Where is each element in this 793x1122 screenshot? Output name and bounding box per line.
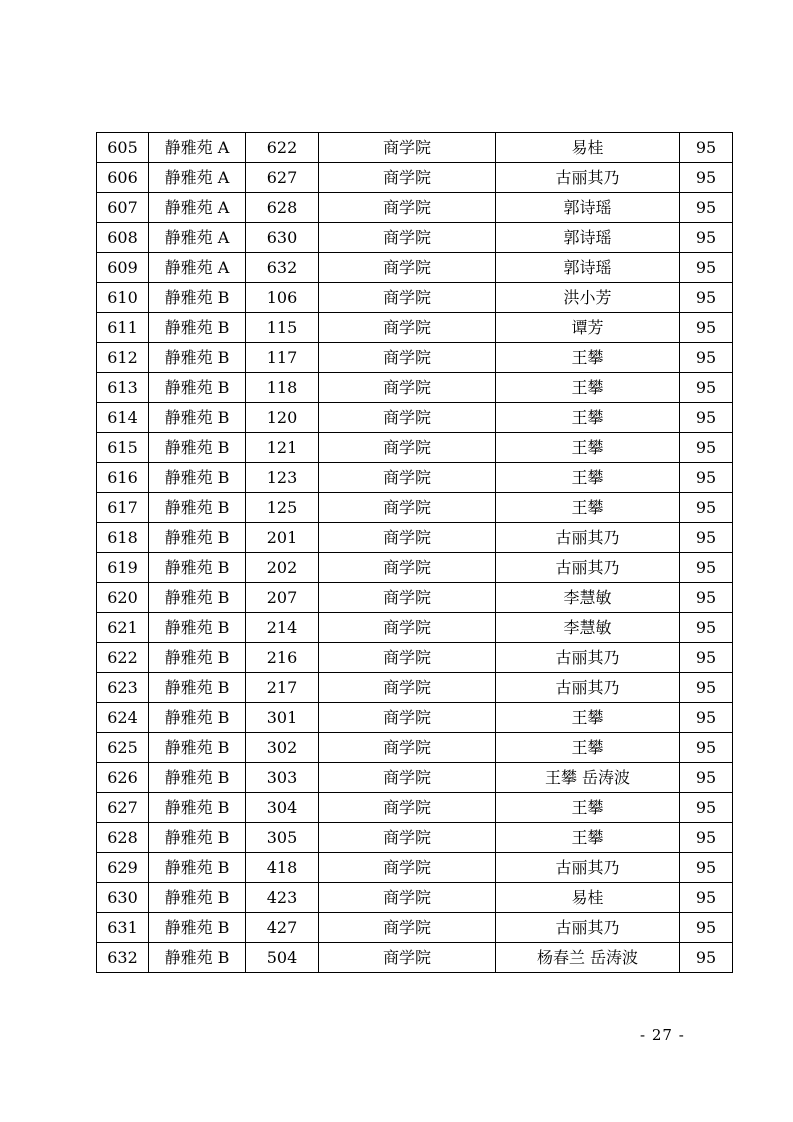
name-cell: 古丽其乃 — [496, 163, 680, 193]
building-cell: 静雅苑 A — [149, 133, 246, 163]
college-cell: 商学院 — [319, 343, 496, 373]
college-cell: 商学院 — [319, 193, 496, 223]
college-cell: 商学院 — [319, 643, 496, 673]
college-cell: 商学院 — [319, 163, 496, 193]
room-cell: 214 — [246, 613, 319, 643]
row-index-cell: 630 — [97, 883, 149, 913]
building-cell: 静雅苑 B — [149, 583, 246, 613]
college-cell: 商学院 — [319, 583, 496, 613]
name-cell: 古丽其乃 — [496, 913, 680, 943]
college-cell: 商学院 — [319, 883, 496, 913]
building-cell: 静雅苑 B — [149, 943, 246, 973]
table-row — [97, 643, 733, 673]
score-cell: 95 — [680, 223, 733, 253]
name-cell: 古丽其乃 — [496, 643, 680, 673]
row-index-cell: 612 — [97, 343, 149, 373]
name-cell: 王攀 岳涛波 — [496, 763, 680, 793]
building-cell: 静雅苑 B — [149, 673, 246, 703]
room-cell: 121 — [246, 433, 319, 463]
row-index-cell: 628 — [97, 823, 149, 853]
row-index-cell: 610 — [97, 283, 149, 313]
room-cell: 125 — [246, 493, 319, 523]
table-row — [97, 733, 733, 763]
row-index-cell: 624 — [97, 703, 149, 733]
score-cell: 95 — [680, 193, 733, 223]
row-index-cell: 614 — [97, 403, 149, 433]
score-cell: 95 — [680, 583, 733, 613]
name-cell: 古丽其乃 — [496, 673, 680, 703]
room-cell: 504 — [246, 943, 319, 973]
college-cell: 商学院 — [319, 553, 496, 583]
score-cell: 95 — [680, 643, 733, 673]
room-cell: 201 — [246, 523, 319, 553]
score-cell: 95 — [680, 163, 733, 193]
table-row — [97, 253, 733, 283]
room-cell: 305 — [246, 823, 319, 853]
college-cell: 商学院 — [319, 253, 496, 283]
building-cell: 静雅苑 B — [149, 343, 246, 373]
table-row — [97, 373, 733, 403]
row-index-cell: 619 — [97, 553, 149, 583]
row-index-cell: 621 — [97, 613, 149, 643]
college-cell: 商学院 — [319, 853, 496, 883]
college-cell: 商学院 — [319, 313, 496, 343]
building-cell: 静雅苑 B — [149, 883, 246, 913]
college-cell: 商学院 — [319, 463, 496, 493]
table-row — [97, 793, 733, 823]
building-cell: 静雅苑 B — [149, 463, 246, 493]
row-index-cell: 629 — [97, 853, 149, 883]
building-cell: 静雅苑 B — [149, 793, 246, 823]
table-row — [97, 133, 733, 163]
page-number: - 27 - — [640, 1026, 685, 1044]
name-cell: 王攀 — [496, 433, 680, 463]
room-cell: 216 — [246, 643, 319, 673]
name-cell: 古丽其乃 — [496, 523, 680, 553]
table-row — [97, 163, 733, 193]
room-cell: 427 — [246, 913, 319, 943]
name-cell: 王攀 — [496, 793, 680, 823]
table-row — [97, 493, 733, 523]
room-cell: 628 — [246, 193, 319, 223]
room-cell: 118 — [246, 373, 319, 403]
college-cell: 商学院 — [319, 433, 496, 463]
building-cell: 静雅苑 B — [149, 493, 246, 523]
building-cell: 静雅苑 B — [149, 733, 246, 763]
name-cell: 郭诗瑶 — [496, 253, 680, 283]
table-row — [97, 523, 733, 553]
row-index-cell: 618 — [97, 523, 149, 553]
row-index-cell: 620 — [97, 583, 149, 613]
building-cell: 静雅苑 A — [149, 193, 246, 223]
college-cell: 商学院 — [319, 523, 496, 553]
room-cell: 630 — [246, 223, 319, 253]
room-cell: 302 — [246, 733, 319, 763]
building-cell: 静雅苑 A — [149, 223, 246, 253]
table-row — [97, 553, 733, 583]
room-cell: 117 — [246, 343, 319, 373]
college-cell: 商学院 — [319, 703, 496, 733]
name-cell: 王攀 — [496, 463, 680, 493]
college-cell: 商学院 — [319, 133, 496, 163]
score-cell: 95 — [680, 133, 733, 163]
name-cell: 王攀 — [496, 403, 680, 433]
building-cell: 静雅苑 B — [149, 763, 246, 793]
name-cell: 王攀 — [496, 343, 680, 373]
row-index-cell: 623 — [97, 673, 149, 703]
name-cell: 李慧敏 — [496, 583, 680, 613]
room-cell: 115 — [246, 313, 319, 343]
score-cell: 95 — [680, 913, 733, 943]
room-cell: 303 — [246, 763, 319, 793]
table-row — [97, 283, 733, 313]
row-index-cell: 626 — [97, 763, 149, 793]
table-row — [97, 943, 733, 973]
table-row — [97, 613, 733, 643]
row-index-cell: 611 — [97, 313, 149, 343]
table-body — [97, 133, 733, 973]
room-cell: 418 — [246, 853, 319, 883]
row-index-cell: 609 — [97, 253, 149, 283]
college-cell: 商学院 — [319, 283, 496, 313]
name-cell: 王攀 — [496, 493, 680, 523]
score-cell: 95 — [680, 553, 733, 583]
college-cell: 商学院 — [319, 373, 496, 403]
row-index-cell: 616 — [97, 463, 149, 493]
row-index-cell: 627 — [97, 793, 149, 823]
building-cell: 静雅苑 B — [149, 613, 246, 643]
building-cell: 静雅苑 B — [149, 553, 246, 583]
table-row — [97, 313, 733, 343]
table-row — [97, 883, 733, 913]
name-cell: 古丽其乃 — [496, 853, 680, 883]
score-cell: 95 — [680, 403, 733, 433]
table-row — [97, 703, 733, 733]
name-cell: 杨春兰 岳涛波 — [496, 943, 680, 973]
room-cell: 207 — [246, 583, 319, 613]
building-cell: 静雅苑 B — [149, 823, 246, 853]
score-cell: 95 — [680, 883, 733, 913]
table-row — [97, 853, 733, 883]
row-index-cell: 608 — [97, 223, 149, 253]
table-row — [97, 823, 733, 853]
row-index-cell: 625 — [97, 733, 149, 763]
score-cell: 95 — [680, 943, 733, 973]
score-cell: 95 — [680, 343, 733, 373]
table-row — [97, 913, 733, 943]
row-index-cell: 615 — [97, 433, 149, 463]
table-row — [97, 583, 733, 613]
table-row — [97, 193, 733, 223]
college-cell: 商学院 — [319, 823, 496, 853]
room-cell: 202 — [246, 553, 319, 583]
room-cell: 627 — [246, 163, 319, 193]
room-cell: 301 — [246, 703, 319, 733]
college-cell: 商学院 — [319, 793, 496, 823]
row-index-cell: 617 — [97, 493, 149, 523]
building-cell: 静雅苑 B — [149, 283, 246, 313]
college-cell: 商学院 — [319, 763, 496, 793]
name-cell: 王攀 — [496, 373, 680, 403]
score-cell: 95 — [680, 733, 733, 763]
row-index-cell: 605 — [97, 133, 149, 163]
college-cell: 商学院 — [319, 403, 496, 433]
score-cell: 95 — [680, 673, 733, 703]
score-cell: 95 — [680, 793, 733, 823]
score-cell: 95 — [680, 763, 733, 793]
room-cell: 423 — [246, 883, 319, 913]
score-cell: 95 — [680, 433, 733, 463]
name-cell: 易桂 — [496, 133, 680, 163]
dormitory-score-table — [96, 132, 733, 973]
building-cell: 静雅苑 B — [149, 913, 246, 943]
score-cell: 95 — [680, 373, 733, 403]
score-cell: 95 — [680, 493, 733, 523]
table-row — [97, 463, 733, 493]
college-cell: 商学院 — [319, 613, 496, 643]
room-cell: 123 — [246, 463, 319, 493]
building-cell: 静雅苑 B — [149, 373, 246, 403]
name-cell: 易桂 — [496, 883, 680, 913]
table-row — [97, 673, 733, 703]
name-cell: 洪小芳 — [496, 283, 680, 313]
building-cell: 静雅苑 B — [149, 523, 246, 553]
table-row — [97, 223, 733, 253]
building-cell: 静雅苑 B — [149, 643, 246, 673]
room-cell: 632 — [246, 253, 319, 283]
row-index-cell: 632 — [97, 943, 149, 973]
college-cell: 商学院 — [319, 913, 496, 943]
score-cell: 95 — [680, 613, 733, 643]
row-index-cell: 606 — [97, 163, 149, 193]
college-cell: 商学院 — [319, 943, 496, 973]
building-cell: 静雅苑 A — [149, 163, 246, 193]
name-cell: 王攀 — [496, 703, 680, 733]
room-cell: 217 — [246, 673, 319, 703]
score-cell: 95 — [680, 853, 733, 883]
table-row — [97, 403, 733, 433]
college-cell: 商学院 — [319, 733, 496, 763]
college-cell: 商学院 — [319, 493, 496, 523]
score-cell: 95 — [680, 253, 733, 283]
building-cell: 静雅苑 B — [149, 313, 246, 343]
name-cell: 古丽其乃 — [496, 553, 680, 583]
score-cell: 95 — [680, 463, 733, 493]
building-cell: 静雅苑 B — [149, 433, 246, 463]
row-index-cell: 622 — [97, 643, 149, 673]
name-cell: 谭芳 — [496, 313, 680, 343]
room-cell: 304 — [246, 793, 319, 823]
room-cell: 106 — [246, 283, 319, 313]
college-cell: 商学院 — [319, 673, 496, 703]
name-cell: 王攀 — [496, 823, 680, 853]
row-index-cell: 631 — [97, 913, 149, 943]
score-cell: 95 — [680, 283, 733, 313]
building-cell: 静雅苑 B — [149, 703, 246, 733]
table-row — [97, 763, 733, 793]
room-cell: 622 — [246, 133, 319, 163]
score-cell: 95 — [680, 703, 733, 733]
score-cell: 95 — [680, 523, 733, 553]
building-cell: 静雅苑 B — [149, 853, 246, 883]
score-cell: 95 — [680, 313, 733, 343]
college-cell: 商学院 — [319, 223, 496, 253]
score-cell: 95 — [680, 823, 733, 853]
table-row — [97, 343, 733, 373]
table-row — [97, 433, 733, 463]
building-cell: 静雅苑 A — [149, 253, 246, 283]
building-cell: 静雅苑 B — [149, 403, 246, 433]
row-index-cell: 613 — [97, 373, 149, 403]
name-cell: 王攀 — [496, 733, 680, 763]
row-index-cell: 607 — [97, 193, 149, 223]
name-cell: 郭诗瑶 — [496, 223, 680, 253]
room-cell: 120 — [246, 403, 319, 433]
name-cell: 李慧敏 — [496, 613, 680, 643]
name-cell: 郭诗瑶 — [496, 193, 680, 223]
